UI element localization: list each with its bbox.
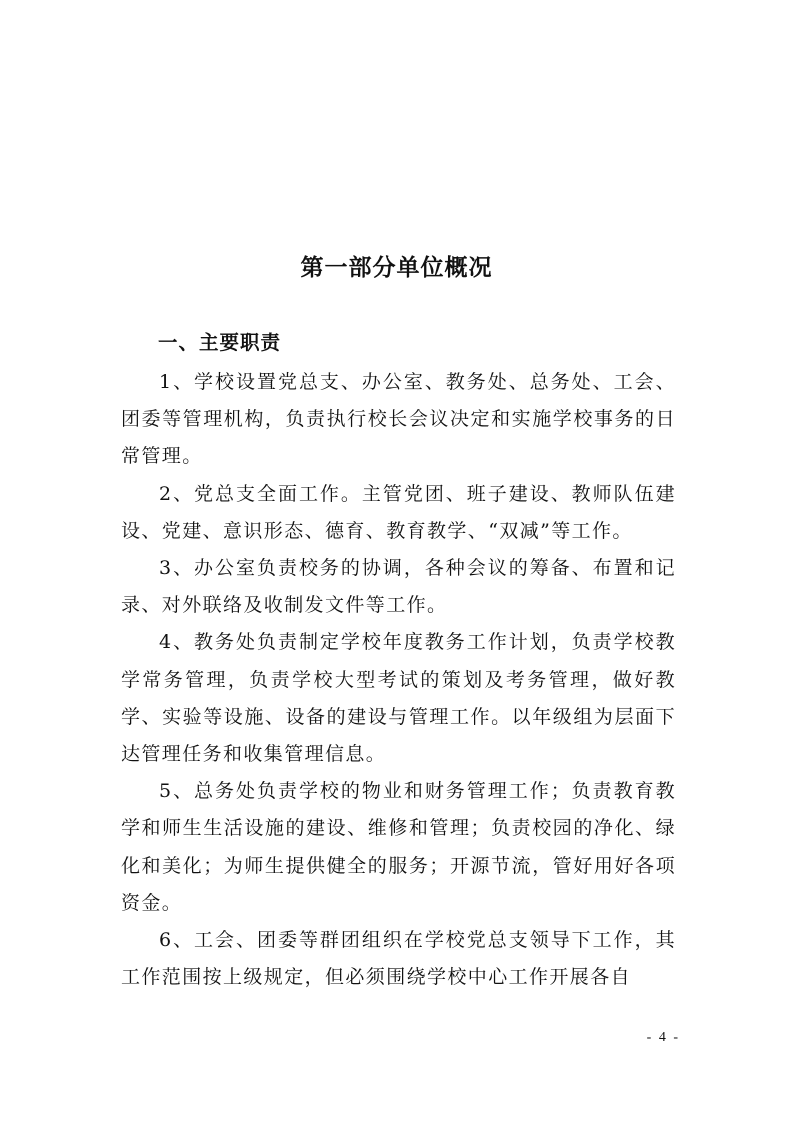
paragraph-6: 6、工会、团委等群团组织在学校党总支领导下工作，其工作范围按上级规定，但必须围绕学校中心工作开展各自 — [121, 929, 676, 989]
paragraph-4: 4、教务处负责制定学校年度教务工作计划，负责学校教学常务管理，负责学校大型考试的策划及考务管理，做好教学、实验等设施、设备的建设与管理工作。以年级组为层面下达管理任务和收集管理信息。 — [121, 631, 676, 766]
paragraph-2: 2、党总支全面工作。主管党团、班子建设、教师队伍建设、党建、意识形态、德育、教育教学、“双减”等工作。 — [121, 482, 676, 542]
paragraph-1: 1、学校设置党总支、办公室、教务处、总务处、工会、团委等管理机构，负责执行校长会议决定和实施学校事务的日常管理。 — [121, 371, 676, 468]
body-text — [121, 364, 676, 996]
page-number: - 4 - — [646, 1030, 680, 1045]
section-heading: 一、主要职责 — [158, 331, 282, 354]
paragraph-3: 3、办公室负责校务的协调，各种会议的筹备、布置和记录、对外联络及收制发文件等工作。 — [121, 557, 676, 617]
page-title: 第一部分单位概况 — [300, 255, 493, 281]
paragraph-5: 5、总务处负责学校的物业和财务管理工作；负责教育教学和师生生活设施的建设、维修和管理；负责校园的净化、绿化和美化；为师生提供健全的服务；开源节流，管好用好各项资金。 — [121, 780, 676, 914]
